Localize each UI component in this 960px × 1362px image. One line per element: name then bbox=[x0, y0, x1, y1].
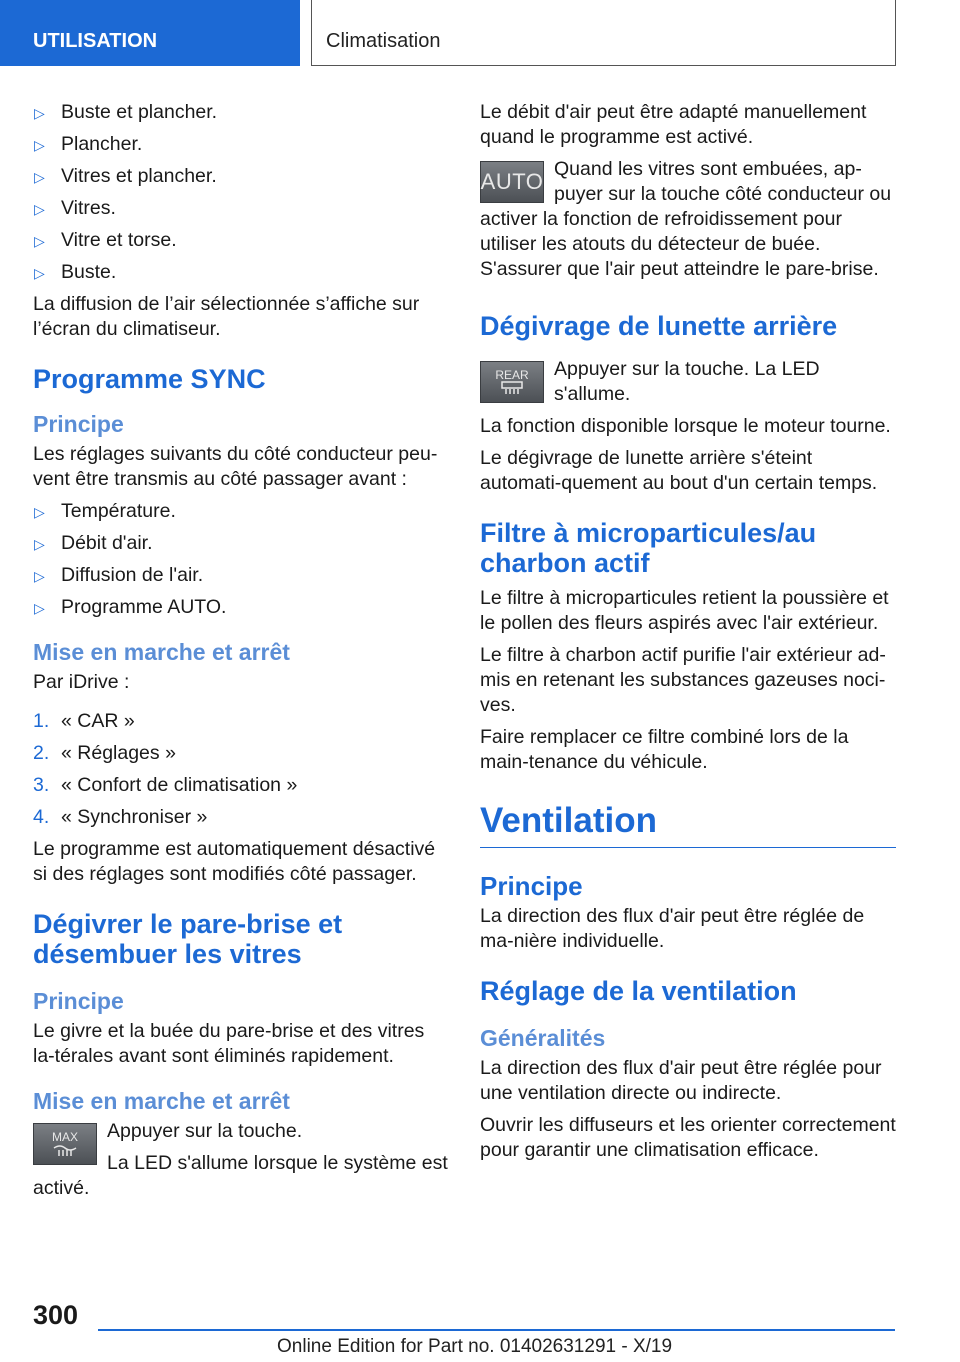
paragraph: Par iDrive : bbox=[33, 671, 130, 693]
subheading-onoff: Mise en marche et arrêt bbox=[33, 639, 290, 665]
list-item: 4. « Synchroniser » bbox=[33, 806, 208, 828]
paragraph: Les réglages suivants du côté conducteur peu-vent être transmis au côté passager avant : bbox=[33, 443, 438, 490]
paragraph: Le dégivrage de lunette arrière s'éteint automati-quement au bout d'un certain temps. bbox=[480, 447, 878, 494]
section-tab: UTILISATION bbox=[0, 0, 300, 66]
left-column bbox=[33, 100, 449, 1208]
list-item: 3. « Confort de climatisation » bbox=[33, 774, 298, 796]
auto-button-icon: AUTO bbox=[480, 161, 544, 203]
section-heading-rear-defrost: Dégivrage de lunette arrière bbox=[480, 311, 838, 341]
triangle-bullet-icon: ▷ bbox=[34, 201, 45, 217]
list-item: ▷ Vitres. bbox=[33, 196, 449, 221]
paragraph: Faire remplacer ce filtre combiné lors de la main-tenance du véhicule. bbox=[480, 726, 849, 773]
triangle-bullet-icon: ▷ bbox=[34, 233, 45, 249]
right-column bbox=[480, 100, 896, 1170]
paragraph: La diffusion de l’air sélectionnée s’affiche sur l’écran du climatiseur. bbox=[33, 293, 420, 340]
triangle-bullet-icon: ▷ bbox=[34, 105, 45, 121]
triangle-bullet-icon: ▷ bbox=[34, 600, 45, 616]
paragraph: Le filtre à microparticules retient la poussière et le pollen des fleurs aspirés avec l'air extérieur. bbox=[480, 587, 889, 634]
list-item: ▷ Vitre et torse. bbox=[33, 228, 449, 253]
list-item: ▷ Température. bbox=[33, 499, 449, 524]
section-heading-defrost: Dégivrer le pare-brise et désembuer les vitres bbox=[33, 909, 343, 969]
paragraph: La direction des flux d'air peut être réglée de ma-nière individuelle. bbox=[480, 905, 865, 952]
subheading-principe: Principe bbox=[33, 411, 124, 437]
footer-edition: Online Edition for Part no. 01402631291 - X/19 bbox=[277, 1336, 673, 1357]
paragraph: Le débit d'air peut être adapté manuellement quand le programme est activé. bbox=[480, 101, 867, 148]
paragraph: Appuyer sur la touche. La LED s'allume. bbox=[554, 358, 820, 405]
rear-defrost-grid-icon bbox=[499, 381, 525, 395]
chapter-title: Climatisation bbox=[311, 0, 896, 66]
triangle-bullet-icon: ▷ bbox=[34, 265, 45, 281]
list-item: ▷ Plancher. bbox=[33, 132, 449, 157]
paragraph: Le filtre à charbon actif purifie l'air extérieur ad-mis en retenant les substances gazeuses noci-ves. bbox=[480, 644, 886, 716]
section-heading-reglage: Réglage de la ventilation bbox=[480, 976, 797, 1006]
defrost-waves-icon bbox=[52, 1143, 78, 1157]
paragraph: Le givre et la buée du pare-brise et des vitres la-térales avant sont éliminés rapidement. bbox=[33, 1020, 425, 1067]
page-number: 300 bbox=[33, 1300, 79, 1330]
paragraph: La LED s'allume lorsque le système est activé. bbox=[33, 1152, 448, 1199]
paragraph: La fonction disponible lorsque le moteur tourne. bbox=[480, 415, 891, 437]
max-defrost-button-icon: MAX bbox=[33, 1123, 97, 1165]
triangle-bullet-icon: ▷ bbox=[34, 169, 45, 185]
paragraph: Quand les vitres sont embuées, ap-puyer sur la touche côté conducteur ou activer la fonction de refroidissement pour utiliser les atouts du détecteur de buée. S'assurer que l'air peut atteindre le pare-brise. bbox=[480, 158, 892, 280]
paragraph: Le programme est automatiquement désactivé si des réglages sont modifiés côté passager. bbox=[33, 838, 436, 885]
subheading-principe: Principe bbox=[33, 988, 124, 1014]
triangle-bullet-icon: ▷ bbox=[34, 504, 45, 520]
list-item: 2. « Réglages » bbox=[33, 742, 176, 764]
chapter-heading-ventilation: Ventilation bbox=[480, 801, 896, 848]
triangle-bullet-icon: ▷ bbox=[34, 536, 45, 552]
idrive-steps bbox=[33, 709, 449, 830]
sync-list bbox=[33, 499, 449, 620]
subheading-generalites: Généralités bbox=[480, 1025, 606, 1051]
page-header bbox=[0, 0, 960, 66]
triangle-bullet-icon: ▷ bbox=[34, 137, 45, 153]
list-item: ▷ Vitres et plancher. bbox=[33, 164, 449, 189]
list-item: ▷ Débit d'air. bbox=[33, 531, 449, 556]
subheading-onoff: Mise en marche et arrêt bbox=[33, 1088, 290, 1114]
section-heading-sync: Programme SYNC bbox=[33, 364, 266, 394]
footer-divider bbox=[98, 1329, 895, 1331]
paragraph: Appuyer sur la touche. bbox=[107, 1120, 303, 1142]
list-item: ▷ Diffusion de l'air. bbox=[33, 563, 449, 588]
section-heading-filter: Filtre à microparticules/au charbon actif bbox=[480, 518, 817, 578]
list-item: ▷ Buste. bbox=[33, 260, 449, 285]
paragraph: La direction des flux d'air peut être réglée pour une ventilation directe ou indirecte. bbox=[480, 1057, 882, 1104]
paragraph: Ouvrir les diffuseurs et les orienter correctement pour garantir une climatisation efficace. bbox=[480, 1114, 896, 1161]
triangle-bullet-icon: ▷ bbox=[34, 568, 45, 584]
rear-defrost-button-icon: REAR bbox=[480, 361, 544, 403]
list-item: ▷ Programme AUTO. bbox=[33, 595, 449, 620]
air-distribution-list bbox=[33, 100, 449, 285]
subheading-principe: Principe bbox=[480, 871, 583, 901]
list-item: ▷ Buste et plancher. bbox=[33, 100, 449, 125]
list-item: 1. « CAR » bbox=[33, 710, 135, 732]
